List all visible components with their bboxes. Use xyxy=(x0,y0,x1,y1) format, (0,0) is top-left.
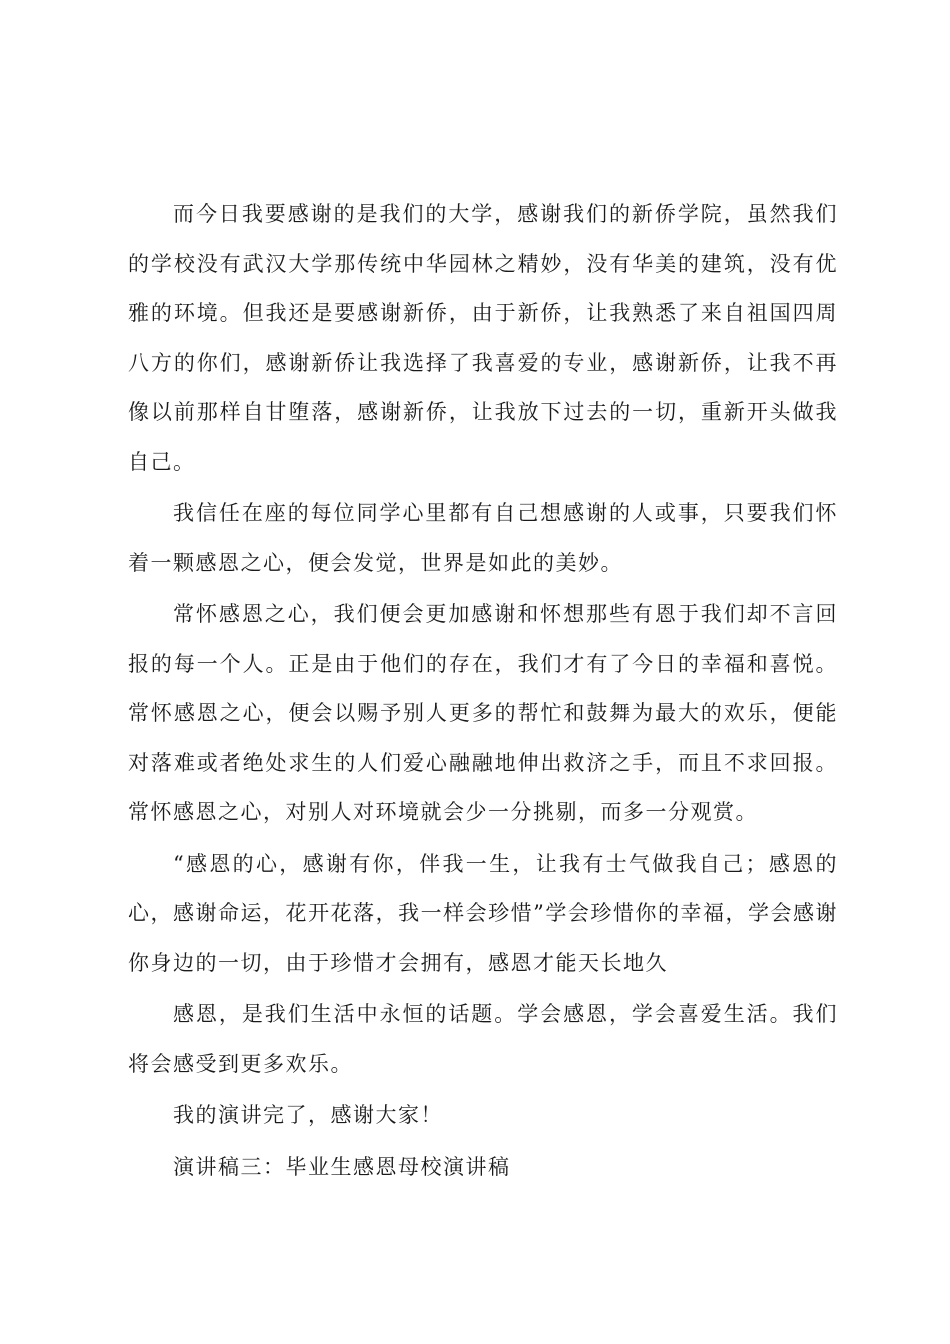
document-body xyxy=(128,190,838,1192)
paragraph-grateful-heart: 我信任在座的每位同学心里都有自己想感谢的人或事，只要我们怀着一颗感恩之心，便会发觉，世界是如此的美妙。 xyxy=(128,501,838,575)
paragraph-song-quote: “感恩的心，感谢有你，伴我一生，让我有士气做我自己；感恩的心，感谢命运，花开花落，我一样会珍惜”学会珍惜你的幸福，学会感谢你身边的一切，由于珍惜才会拥有，感恩才能天长地久 xyxy=(128,851,838,975)
section-heading-speech-three: 演讲稿三：毕业生感恩母校演讲稿 xyxy=(173,1154,511,1179)
paragraph-thanks-university: 而今日我要感谢的是我们的大学，感谢我们的新侨学院，虽然我们的学校没有武汉大学那传统中华园林之精妙，没有华美的建筑，没有优雅的环境。但我还是要感谢新侨，由于新侨，让我熟悉了来自祖国四周八方的你们，感谢新侨让我选择了我喜爱的专业，感谢新侨，让我不再像以前那样自甘堕落，感谢新侨，让我放下过去的一切，重新开头做我自己。 xyxy=(128,202,838,474)
paragraph-closing: 我的演讲完了，感谢大家！ xyxy=(173,1103,443,1127)
paragraph-eternal-topic: 感恩，是我们生活中永恒的话题。学会感恩，学会喜爱生活。我们将会感受到更多欢乐。 xyxy=(128,1002,838,1076)
paragraph-always-grateful: 常怀感恩之心，我们便会更加感谢和怀想那些有恩于我们却不言回报的每一个人。正是由于他们的存在，我们才有了今日的幸福和喜悦。常怀感恩之心，便会以赐予别人更多的帮忙和鼓舞为最大的欢乐，便能对落难或者绝处求生的人们爱心融融地伸出救济之手，而且不求回报。常怀感恩之心，对别人对环境就会少一分挑剔，而多一分观赏。 xyxy=(128,602,838,824)
